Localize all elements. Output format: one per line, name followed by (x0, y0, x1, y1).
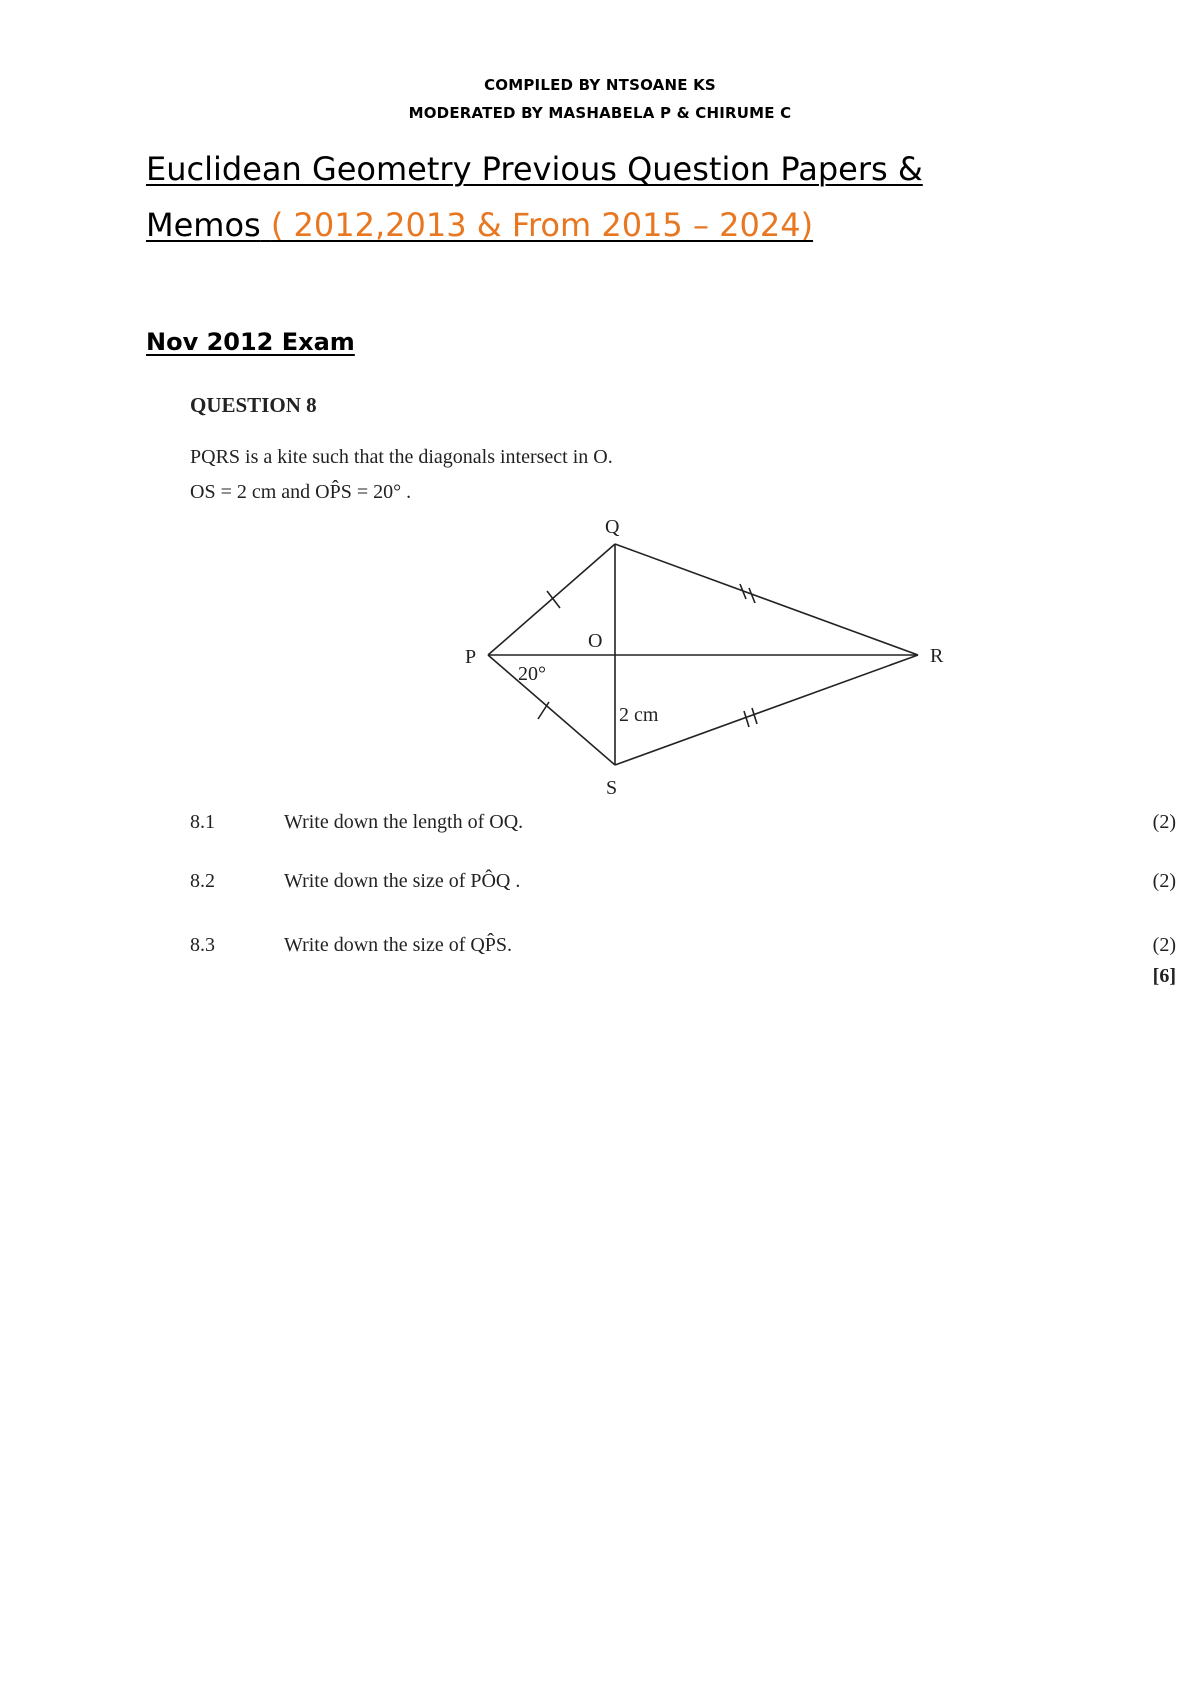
kite-diagram (0, 0, 1200, 820)
double-tick-rs-2 (752, 708, 757, 724)
side-qr (615, 544, 918, 655)
question-intro-line1: PQRS is a kite such that the diagonals intersect in O. (190, 446, 613, 468)
point-label-o: O (588, 630, 603, 652)
document-title-years: ( 2012,2013 & From 2015 – 2024) (270, 206, 814, 244)
part-number-8-2: 8.2 (190, 870, 215, 892)
side-sp (488, 655, 615, 765)
side-rs (615, 655, 918, 765)
moderated-by-header: MODERATED BY MASHABELA P & CHIRUME C (408, 104, 792, 122)
length-label-os: 2 cm (619, 704, 659, 726)
tick-ps (538, 702, 549, 719)
document-title-memos: Memos (146, 206, 261, 244)
part-marks-8-3: (2) (1152, 934, 1176, 956)
part-marks-8-1: (2) (1152, 811, 1176, 833)
vertex-label-s: S (606, 777, 618, 799)
part-number-8-1: 8.1 (190, 811, 215, 833)
question-total: [6] (1152, 965, 1176, 987)
part-marks-8-2: (2) (1152, 870, 1176, 892)
part-text-8-1: Write down the length of OQ. (284, 811, 524, 833)
exam-heading: Nov 2012 Exam (146, 328, 355, 356)
vertex-label-r: R (930, 645, 944, 667)
question-intro-line2: OS = 2 cm and OP̂S = 20° . (190, 481, 412, 503)
vertex-label-q: Q (605, 516, 620, 538)
compiled-by-header: COMPILED BY NTSOANE KS (484, 76, 716, 94)
part-text-8-3: Write down the size of QP̂S. (284, 934, 513, 956)
part-number-8-3: 8.3 (190, 934, 215, 956)
double-tick-rs-1 (744, 711, 749, 727)
document-title-line1: Euclidean Geometry Previous Question Papers & (146, 150, 923, 188)
vertex-label-p: P (465, 646, 477, 668)
part-text-8-2: Write down the size of PÔQ . (284, 870, 521, 892)
angle-label-20: 20° (518, 663, 546, 685)
question-heading: QUESTION 8 (190, 393, 317, 417)
